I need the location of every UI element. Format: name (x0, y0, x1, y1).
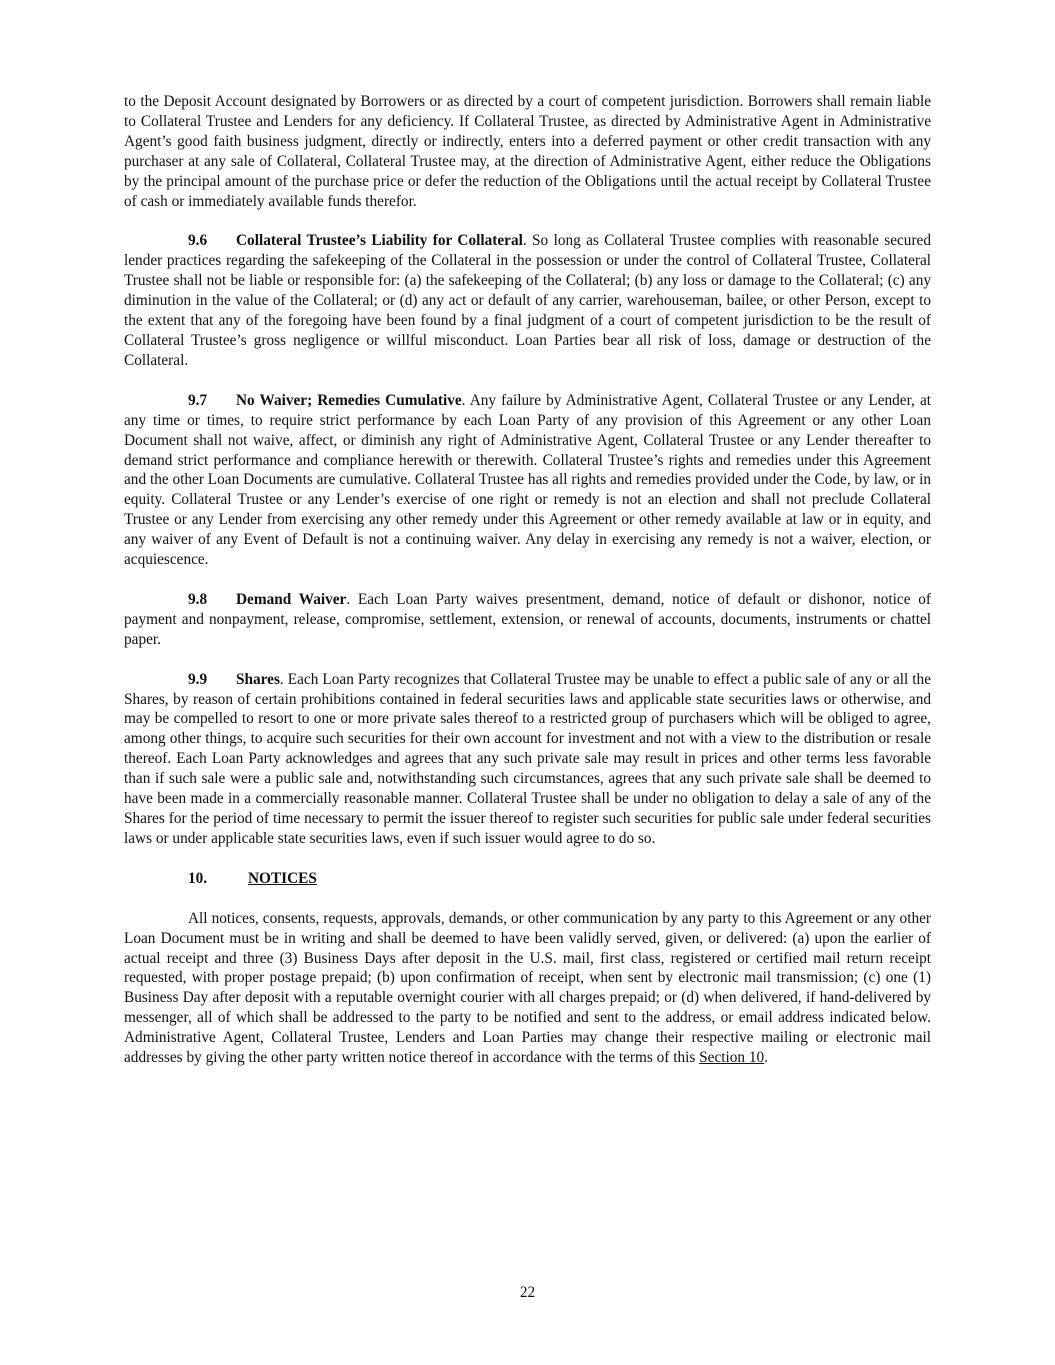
section-title: Shares (236, 670, 280, 688)
section-title: No Waiver; Remedies Cumulative (236, 391, 462, 409)
section-9-7 (124, 391, 931, 570)
section-title: Demand Waiver (236, 590, 347, 608)
section-body: . Each Loan Party recognizes that Collateral Trustee may be unable to effect a public sale of any or all the Shares, by reason of certain prohibitions contained in federal securities laws and applicable state securities laws or otherwise, and may be compelled to resort to one or more private sales thereof to a restricted group of purchasers which will be obliged to agree, among other things, to acquire such securities for their own account for investment and not with a view to the distribution or resale thereof. Each Loan Party acknowledges and agrees that any such private sale may result in prices and other terms less favorable than if such sale were a public sale and, notwithstanding such circumstances, agrees that any such private sale shall be deemed to have been made in a commercially reasonable manner. Collateral Trustee shall be under no obligation to delay a sale of any of the Shares for the period of time necessary to permit the issuer thereof to register such securities for public sale under federal securities laws or under applicable state securities laws, even if such issuer would agree to do so. (124, 670, 931, 847)
section-9-9 (124, 670, 931, 849)
section-body: . Each Loan Party waives presentment, demand, notice of default or dishonor, notice of payment and nonpayment, release, compromise, settlement, extension, or renewal of accounts, documents, instruments or chattel paper. (124, 590, 931, 648)
section-body: . Any failure by Administrative Agent, Collateral Trustee or any Lender, at any time or times, to require strict performance by each Loan Party of any provision of this Agreement or any other Loan Document shall not waive, affect, or diminish any right of Administrative Agent, Collateral Trustee or any Lender thereafter to demand strict performance and compliance herewith or therewith. Collateral Trustee’s rights and remedies under this Agreement and the other Loan Documents are cumulative. Collateral Trustee has all rights and remedies provided under the Code, by law, or in equity. Collateral Trustee or any Lender’s exercise of one right or remedy is not an election and shall not preclude Collateral Trustee or any Lender from exercising any other remedy under this Agreement or other remedy available at law or in equity, and any waiver of any Event of Default is not a continuing waiver. Any delay in exercising any remedy is not a waiver, election, or acquiescence. (124, 391, 931, 569)
section-number: 9.6 (188, 232, 208, 250)
section-9-8 (124, 590, 931, 650)
section-title: Collateral Trustee’s Liability for Collateral (236, 232, 523, 250)
page-number: 22 (519, 1284, 536, 1301)
notices-heading (124, 869, 931, 889)
intro-paragraph: to the Deposit Account designated by Borrowers or as directed by a court of competent jurisdiction. Borrowers shall remain liable to Collateral Trustee and Lenders for any deficiency. If Collateral Trustee, as directed by Administrative Agent in Administrative Agent’s good faith business judgment, directly or indirectly, enters into a deferred payment or other credit transaction with any purchaser at any sale of Collateral, Collateral Trustee may, at the direction of Administrative Agent, either reduce the Obligations by the principal amount of the purchase price or defer the reduction of the Obligations until the actual receipt by Collateral Trustee of cash or immediately available funds therefor. (124, 93, 931, 210)
section-body: . So long as Collateral Trustee complies with reasonable secured lender practices regarding the safekeeping of the Collateral in the possession or under the control of Collateral Trustee, Collateral Trustee shall not be liable or responsible for: (a) the safekeeping of the Collateral; (b) any loss or damage to the Collateral; (c) any diminution in the value of the Collateral; or (d) any act or default of any carrier, warehouseman, bailee, or other Person, except to the extent that any of the foregoing have been found by a final judgment of a court of competent jurisdiction to be the result of Collateral Trustee’s gross negligence or willful misconduct. Loan Parties bear all risk of loss, damage or destruction of the Collateral. (124, 232, 931, 369)
section-9-6 (124, 231, 931, 370)
section-number: 9.9 (188, 670, 208, 688)
notices-paragraph (124, 909, 931, 1068)
notices-end: . (764, 1049, 768, 1067)
heading-title: NOTICES (248, 869, 317, 887)
section-number: 9.8 (188, 590, 208, 608)
section-10-reference: Section 10 (699, 1049, 765, 1067)
document-page (124, 92, 931, 1088)
notices-body: All notices, consents, requests, approvals, demands, or other communication by any party to this Agreement or any other Loan Document must be in writing and shall be deemed to have been validly served, given, or delivered: (a) upon the earlier of actual receipt and three (3) Business Days after deposit in the U.S. mail, first class, registered or certified mail return receipt requested, with proper postage prepaid; (b) upon confirmation of receipt, when sent by electronic mail transmission; (c) one (1) Business Day after deposit with a reputable overnight courier with all charges prepaid; or (d) when delivered, if hand-delivered by messenger, all of which shall be addressed to the party to be notified and sent to the address, or email address indicated below. Administrative Agent, Collateral Trustee, Lenders and Loan Parties may change their respective mailing or electronic mail addresses by giving the other party written notice thereof in accordance with the terms of this (124, 909, 931, 1067)
heading-number: 10. (188, 869, 208, 887)
section-number: 9.7 (188, 391, 208, 409)
